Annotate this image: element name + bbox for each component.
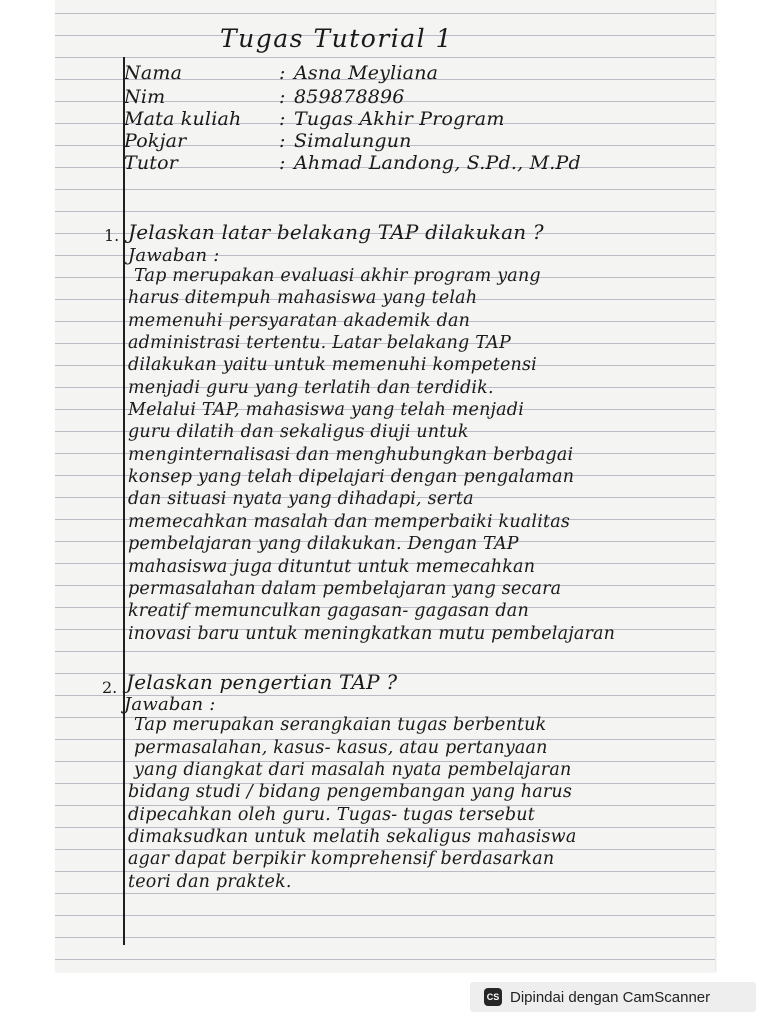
question-number: 1. — [104, 226, 120, 245]
answer-line: harus ditempuh mahasiswa yang telah — [128, 288, 478, 308]
camscanner-logo-icon: CS — [484, 988, 502, 1006]
answer-line: yang diangkat dari masalah nyata pembelajaran — [134, 760, 572, 780]
answer-label: Jawaban : — [128, 245, 220, 266]
header-value: Ahmad Landong, S.Pd., M.Pd — [294, 152, 581, 174]
answer-line: menjadi guru yang terlatih dan terdidik. — [128, 378, 494, 398]
header-label: Tutor — [124, 152, 179, 174]
header-label: Nama — [124, 62, 183, 84]
header-separator: : — [279, 130, 286, 152]
header-value: Tugas Akhir Program — [294, 108, 505, 130]
header-separator: : — [279, 152, 286, 174]
header-value: 859878896 — [294, 86, 405, 108]
answer-line: Tap merupakan serangkaian tugas berbentuk — [134, 715, 547, 735]
header-value: Asna Meyliana — [294, 62, 439, 84]
answer-line: memenuhi persyaratan akademik dan — [128, 311, 471, 331]
answer-line: dimaksudkan untuk melatih sekaligus mahasiswa — [128, 827, 577, 847]
margin-line — [123, 57, 125, 945]
answer-line: inovasi baru untuk meningkatkan mutu pembelajaran — [128, 624, 616, 644]
answer-line: dilakukan yaitu untuk memenuhi kompetensi — [128, 355, 537, 375]
header-separator: : — [279, 86, 286, 108]
header-separator: : — [279, 108, 286, 130]
answer-line: konsep yang telah dipelajari dengan pengalaman — [128, 467, 575, 487]
answer-line: guru dilatih dan sekaligus diuji untuk — [128, 422, 469, 442]
question-1-text: Jelaskan latar belakang TAP dilakukan ? — [128, 220, 544, 244]
header-value: Simalungun — [294, 130, 412, 152]
answer-line: Tap merupakan evaluasi akhir program yang — [134, 266, 541, 286]
answer-line: memecahkan masalah dan memperbaiki kualitas — [128, 512, 571, 532]
answer-line: administrasi tertentu. Latar belakang TAP — [128, 333, 511, 353]
camscanner-badge — [470, 982, 756, 1012]
page-title: Tugas Tutorial 1 — [220, 24, 454, 53]
answer-line: dan situasi nyata yang dihadapi, serta — [128, 489, 474, 509]
camscanner-text: Dipindai dengan CamScanner — [510, 988, 711, 1006]
answer-line: bidang studi / bidang pengembangan yang harus — [128, 782, 573, 802]
answer-line: dipecahkan oleh guru. Tugas- tugas tersebut — [128, 805, 536, 825]
answer-line: teori dan praktek. — [128, 872, 292, 892]
answer-label: Jawaban : — [124, 694, 216, 715]
header-label: Nim — [124, 86, 166, 108]
header-separator: : — [279, 62, 286, 84]
answer-line: permasalahan, kasus- kasus, atau pertanyaan — [134, 738, 548, 758]
answer-line: permasalahan dalam pembelajaran yang secara — [128, 579, 562, 599]
question-number: 2. — [102, 678, 118, 697]
answer-line: agar dapat berpikir komprehensif berdasarkan — [128, 849, 555, 869]
header-label: Pokjar — [124, 130, 187, 152]
answer-line: pembelajaran yang dilakukan. Dengan TAP — [128, 534, 519, 554]
answer-line: kreatif memunculkan gagasan- gagasan dan — [128, 601, 529, 621]
question-2-text: Jelaskan pengertian TAP ? — [126, 670, 398, 694]
answer-line: mahasiswa juga dituntut untuk memecahkan — [128, 557, 536, 577]
header-label: Mata kuliah — [124, 108, 242, 130]
answer-line: menginternalisasi dan menghubungkan berbagai — [128, 445, 574, 465]
answer-line: Melalui TAP, mahasiswa yang telah menjadi — [128, 400, 524, 420]
